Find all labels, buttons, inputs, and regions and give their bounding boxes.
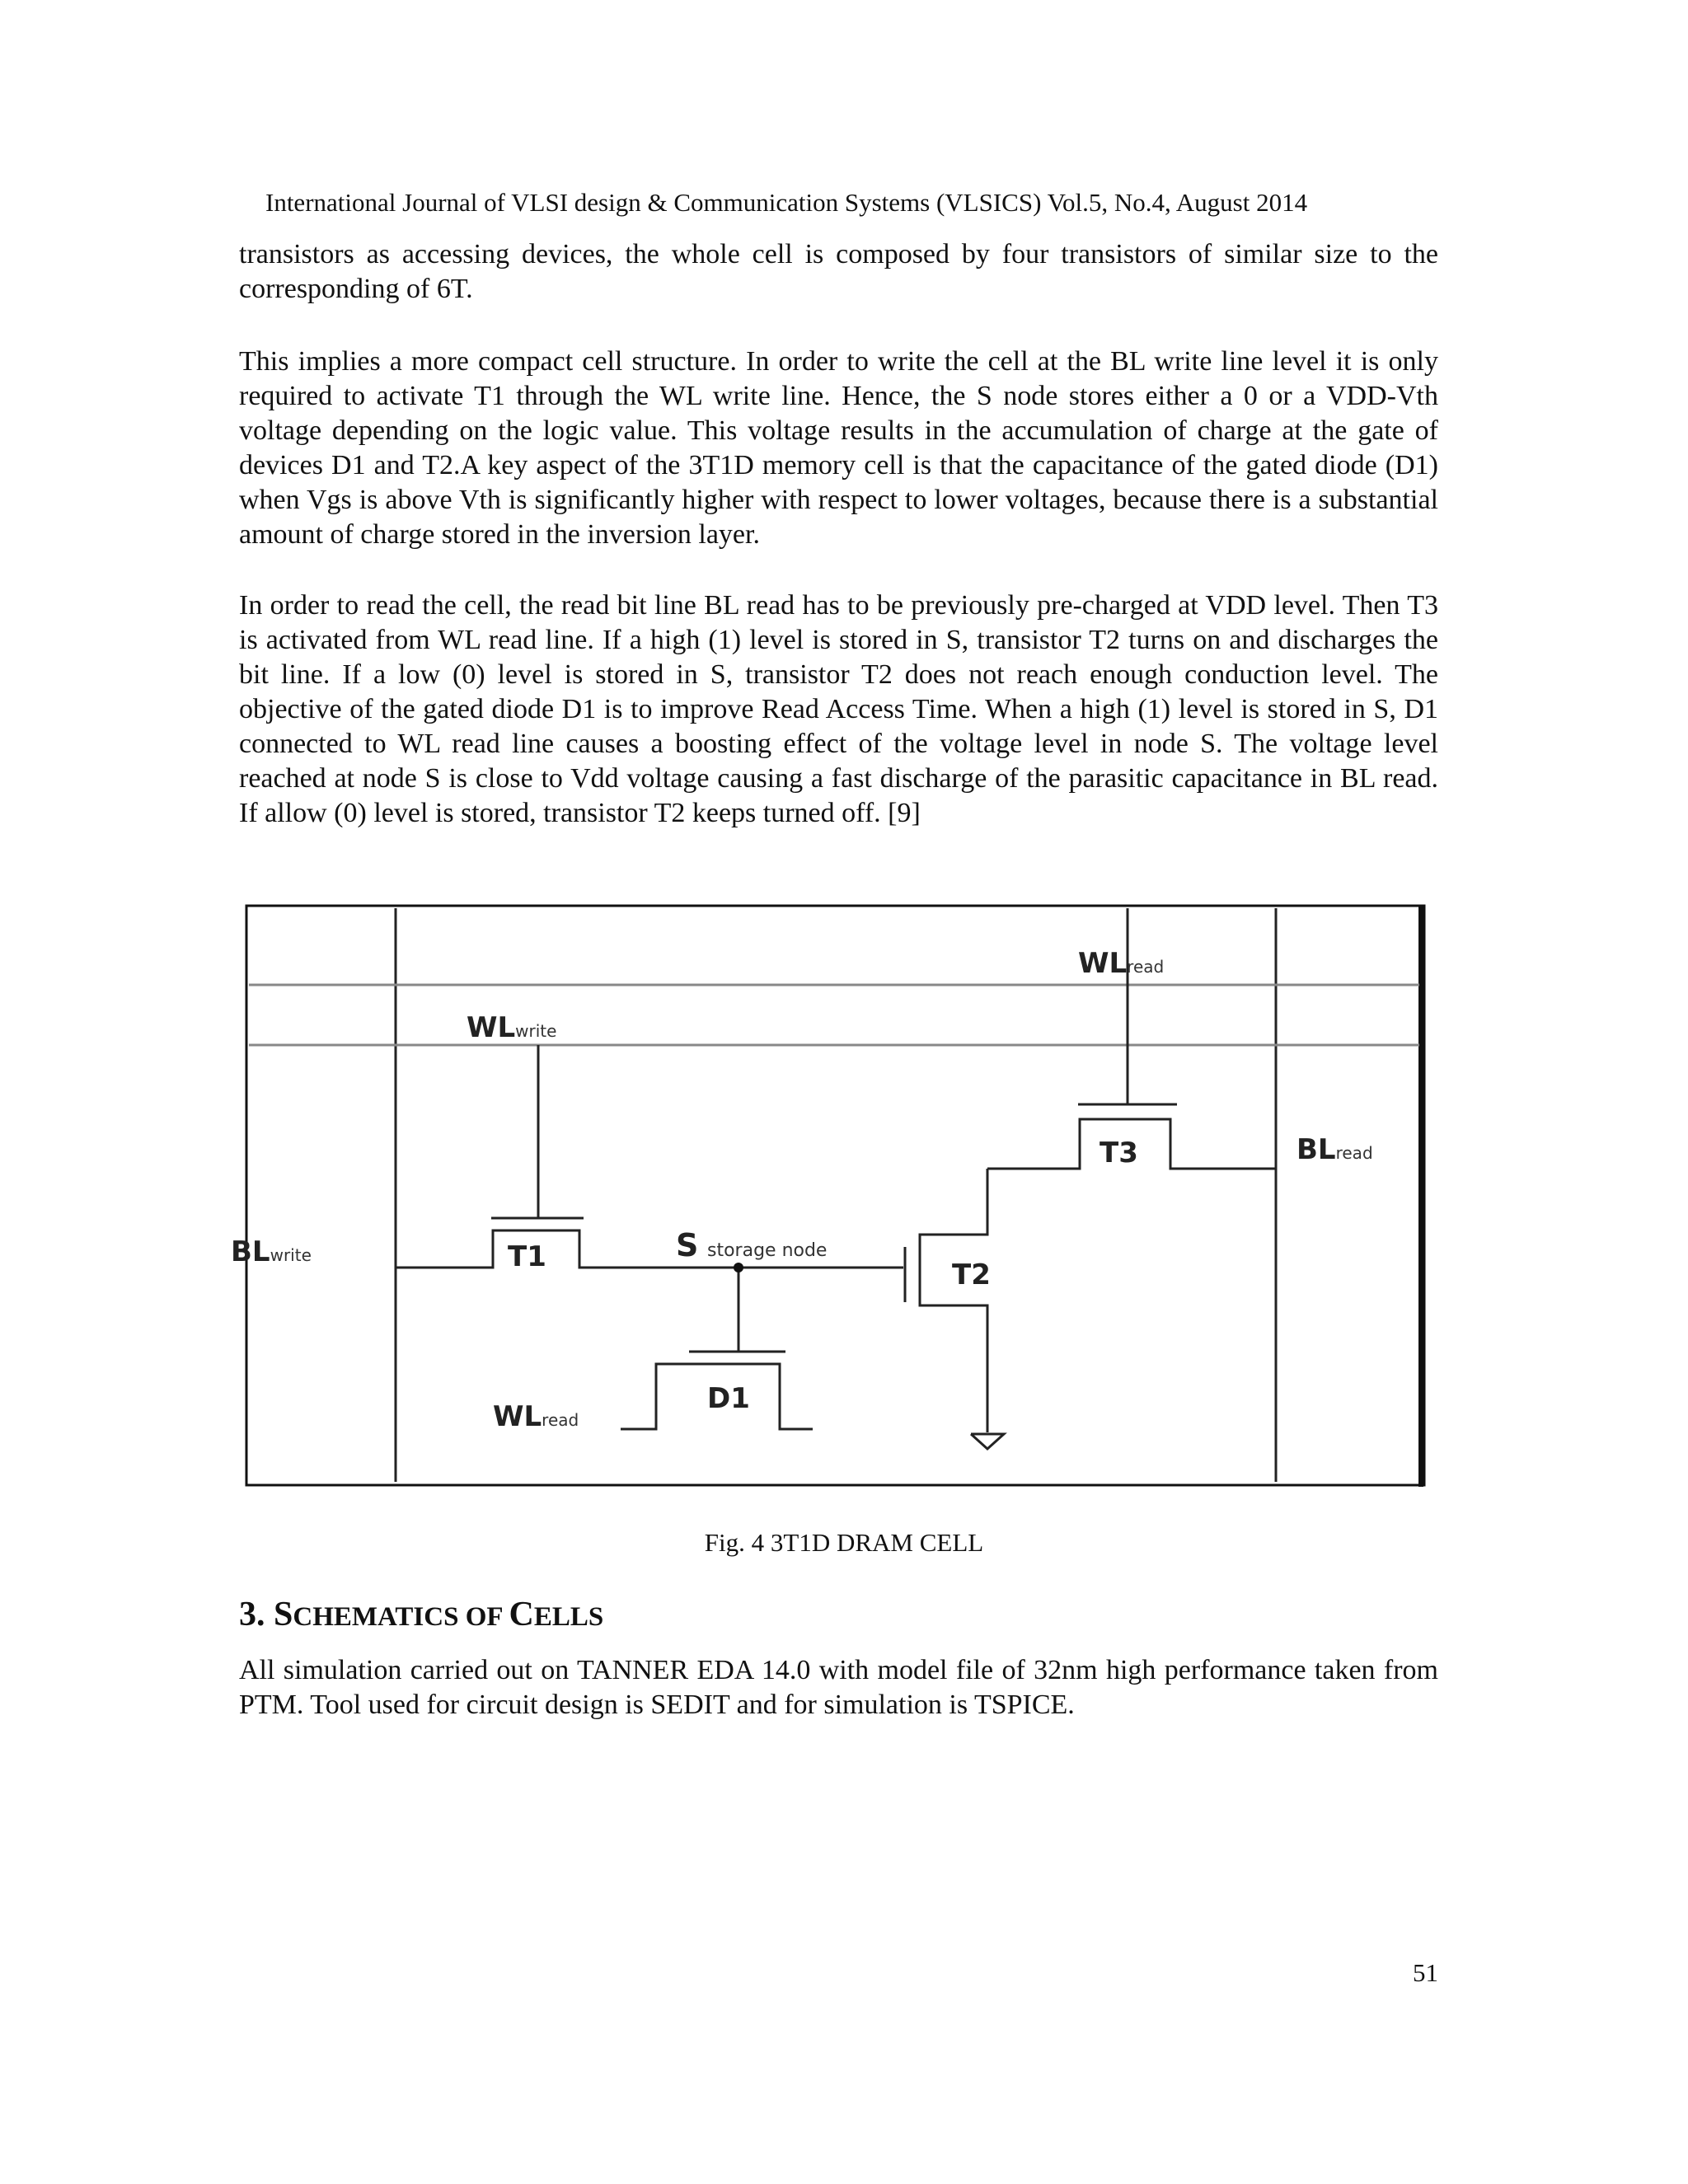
figure-caption: Fig. 4 3T1D DRAM CELL	[704, 1528, 984, 1557]
label-wl-read-top: WLread	[1078, 947, 1165, 980]
section-heading: 3. SCHEMATICS OF CELLS	[239, 1596, 604, 1633]
paragraph-4: All simulation carried out on TANNER EDA 14.0 with model file of 32nm high performance taken from PTM. Tool used for circuit design is SEDIT and for simulation is TSPICE.	[239, 1655, 1438, 1720]
s-node-dot	[734, 1263, 743, 1272]
label-d1: D1	[707, 1382, 750, 1415]
label-bl-write: BLwrite	[231, 1235, 312, 1268]
label-storage-node: storage node	[707, 1240, 828, 1261]
label-s-node: S	[676, 1227, 699, 1263]
running-head: International Journal of VLSI design & Communication Systems (VLSICS) Vol.5, No.4, August 2014	[265, 188, 1308, 217]
label-t3: T3	[1100, 1137, 1138, 1169]
label-wl-read-bottom: WLread	[493, 1400, 579, 1433]
paragraph-1: transistors as accessing devices, the whole cell is composed by four transistors of similar size to the corresponding of 6T.	[239, 239, 1438, 304]
label-t2: T2	[952, 1258, 991, 1291]
label-wl-write: WLwrite	[467, 1011, 557, 1044]
figure-frame	[246, 906, 1424, 1485]
label-t1: T1	[508, 1240, 546, 1273]
circuit-diagram-3t1d	[231, 905, 1426, 1487]
paragraph-3: In order to read the cell, the read bit line BL read has to be previously pre-charged at VDD level. Then T3 is activated from WL read line. If a high (1) level is stored in S, transistor T2 turns on and discharges the bit line. If a low (0) level is stored in S, transistor T2 does not reach enough conduction level. The objective of the gated diode D1 is to improve Read Access Time. When a high (1) level is stored in S, D1 connected to WL read line causes a boosting effect of the voltage level in node S. The voltage level reached at node S is close to Vdd voltage causing a fast discharge of the parasitic capacitance in BL read. If allow (0) level is stored, transistor T2 keeps turned off. [9]	[239, 590, 1438, 828]
paragraph-2: This implies a more compact cell structure. In order to write the cell at the BL write line level it is only required to activate T1 through the WL write line. Hence, the S node stores either a 0 or a VDD-Vth voltage depending on the logic value. This voltage results in the accumulation of charge at the gate of devices D1 and T2.A key aspect of the 3T1D memory cell is that the capacitance of the gated diode (D1) when Vgs is above Vth is significantly higher with respect to lower voltages, because there is a substantial amount of charge stored in the inversion layer.	[239, 346, 1438, 550]
section-number: 3.	[239, 1596, 265, 1633]
page-number: 51	[1413, 1958, 1438, 1987]
label-bl-read: BLread	[1296, 1133, 1373, 1166]
